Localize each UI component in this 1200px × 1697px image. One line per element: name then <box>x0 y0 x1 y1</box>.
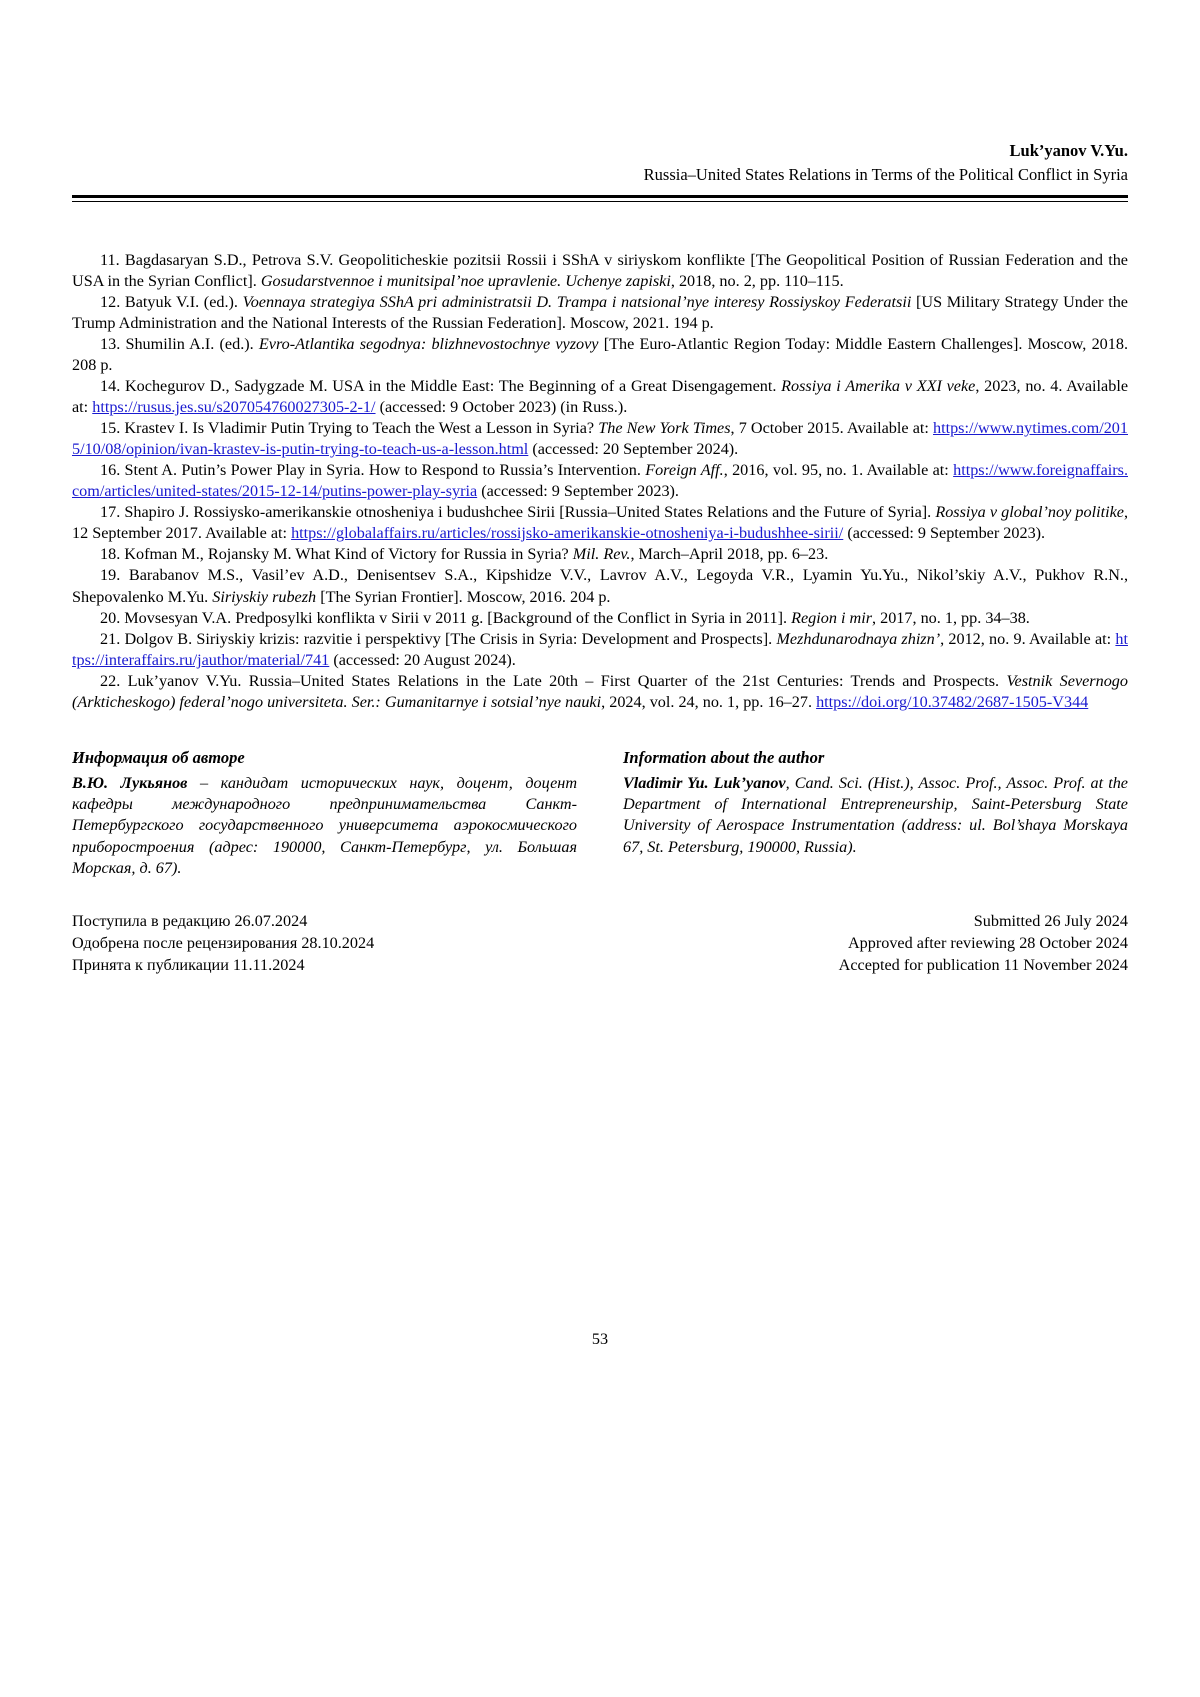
reference-text: , 2017, no. 1, pp. 34–38. <box>872 608 1030 627</box>
reference-text: , 2018, no. 2, pp. 110–115. <box>670 271 844 290</box>
header-author: Luk’yanov V.Yu. <box>1009 141 1128 160</box>
reference-source-title: Region i mir <box>791 608 873 627</box>
reference-text: [The Syrian Frontier]. Moscow, 2016. 204 p. <box>316 587 611 606</box>
author-info-ru-text: – кандидат исторических наук, доцент, доцент кафедры международного предпринимательства Санкт-Петербургского государственного университета аэрокосмического приборостроения (адрес: 190000, Санкт-Петербург, ул. Большая Морская, д. 67). <box>72 773 578 878</box>
page-content <box>72 140 1128 977</box>
reference-text: 15. Krastev I. Is Vladimir Putin Trying to Teach the West a Lesson in Syria? <box>100 419 599 438</box>
reference-item <box>72 671 1128 713</box>
reference-text: , March–April 2018, pp. 6–23. <box>630 545 829 564</box>
reference-source-title: Siriyskiy rubezh <box>212 587 317 606</box>
reference-source-title: Mil. Rev. <box>572 545 631 564</box>
date-line: Accepted for publication 11 November 2024 <box>838 956 1128 975</box>
author-info-ru-name: В.Ю. Лукьянов <box>72 773 188 792</box>
reference-source-title: Foreign Aff. <box>645 461 724 480</box>
reference-source-title: Evro-Atlantika segodnya: blizhnevostochnye vyzovy <box>258 334 599 353</box>
running-header <box>72 140 1128 187</box>
page-number: 53 <box>591 1330 609 1348</box>
reference-text: , 2024, vol. 24, no. 1, pp. 16–27. <box>601 692 817 711</box>
reference-text: , 2012, no. 9. Available at: <box>940 629 1116 648</box>
reference-text: 20. Movsesyan V.A. Predposylki konflikta v Sirii v 2011 g. [Background of the Conflict in Syria in 2011]. <box>100 608 792 627</box>
author-info-ru-heading: Информация об авторе <box>72 747 245 767</box>
date-line: Submitted 26 July 2024 <box>973 911 1128 930</box>
reference-item <box>72 292 1128 334</box>
author-info-en-text: , Cand. Sci. (Hist.), Assoc. Prof., Assoc. Prof. at the Department of International Entrepreneurship, Saint-Petersburg State University of Aerospace Instrumentation (address: ul. Bol’shaya Morskaya 67, St. Petersburg, 190000, Russia). <box>623 773 1128 856</box>
reference-text: 13. Shumilin A.I. (ed.). <box>100 334 259 353</box>
reference-text: 14. Kochegurov D., Sadygzade M. USA in the Middle East: The Beginning of a Great Disengagement. <box>100 376 782 395</box>
reference-item <box>72 418 1128 460</box>
reference-source-title: Gosudarstvennoe i munitsipal’noe upravlenie. Uchenye zapiski <box>260 271 671 290</box>
reference-source-title: Rossiya i Amerika v XXI veke <box>781 376 976 395</box>
submission-dates-ru <box>72 910 600 977</box>
reference-link[interactable]: https://doi.org/10.37482/2687-1505-V344 <box>816 692 1089 711</box>
date-line: Принята к публикации 11.11.2024 <box>72 956 305 975</box>
reference-text: [US Military Strategy Under the Trump Administration and the National Interests of the Russian Federation]. Moscow, 2021. 194 p. <box>72 292 1128 332</box>
reference-source-title: Vestnik Severnogo (Arkticheskogo) federal’nogo universiteta. Ser.: Gumanitarnye i sotsial’nye nauki <box>72 671 1128 711</box>
reference-text: (accessed: 20 August 2024). <box>329 650 516 669</box>
reference-text: 18. Kofman M., Rojansky M. What Kind of Victory for Russia in Syria? <box>100 545 573 564</box>
reference-link[interactable]: https://www.foreignaffairs.com/articles/united-states/2015-12-14/putins-power-play-syria <box>72 461 1128 501</box>
reference-text: (accessed: 9 September 2023). <box>477 482 679 501</box>
reference-link[interactable]: https://www.nytimes.com/2015/10/08/opinion/ivan-krastev-is-putin-trying-to-teach-us-a-lesson.html <box>72 419 1128 459</box>
reference-source-title: Mezhdunarodnaya zhizn’ <box>776 629 941 648</box>
reference-link[interactable]: https://globalaffairs.ru/articles/rossijsko-amerikanskie-otnosheniya-i-budushhee-sirii/ <box>291 524 844 543</box>
reference-text: (accessed: 9 September 2023). <box>843 524 1046 543</box>
header-title: Russia–United States Relations in Terms of the Political Conflict in Syria <box>643 165 1128 185</box>
reference-text: 16. Stent A. Putin’s Power Play in Syria. How to Respond to Russia’s Intervention. <box>100 461 646 480</box>
reference-source-title: Rossiya v global’noy politike <box>935 503 1124 522</box>
submission-dates-en <box>600 910 1128 977</box>
date-line: Одобрена после рецензирования 28.10.2024 <box>72 933 375 952</box>
reference-source-title: Voennaya strategiya SShA pri administratsii D. Trampa i natsional’nye interesy Rossiyskoy Federatsii <box>242 292 912 311</box>
reference-text: 17. Shapiro J. Rossiysko-amerikanskie otnosheniya i budushchee Sirii [Russia–United States Relations and the Future of Syria]. <box>100 503 936 522</box>
reference-link[interactable]: https://rusus.jes.su/s207054760027305-2-1/ <box>92 397 376 416</box>
reference-link[interactable]: https://interaffairs.ru/jauthor/material/741 <box>72 629 1128 669</box>
author-info-english <box>623 747 1128 880</box>
reference-text: 11. Bagdasaryan S.D., Petrova S.V. Geopoliticheskie pozitsii Rossii i SShA v siriyskom konflikte [The Geopolitical Position of Russian Federation and the USA in the Syrian Conflict]. <box>72 250 1128 290</box>
reference-text: (accessed: 20 September 2024). <box>528 440 739 459</box>
reference-item <box>72 502 1128 544</box>
reference-item <box>72 629 1128 671</box>
reference-list <box>72 250 1128 713</box>
author-info-en-body <box>623 773 1128 859</box>
reference-item <box>72 544 1128 565</box>
author-info-ru-body <box>72 773 577 880</box>
reference-text: 19. Barabanov M.S., Vasil’ev A.D., Denisentsev S.A., Kipshidze V.V., Lavrov A.V., Legoyda V.R., Lyamin Yu.Yu., Nikol’skiy A.V., Pukhov R.N., Shepovalenko M.Yu. <box>72 566 1128 606</box>
reference-item <box>72 376 1128 418</box>
header-divider <box>72 195 1128 202</box>
reference-text: , 7 October 2015. Available at: <box>730 419 933 438</box>
reference-item <box>72 608 1128 629</box>
reference-text: , 2023, no. 4. Available at: <box>72 376 1129 416</box>
author-info-en-heading: Information about the author <box>623 747 825 767</box>
reference-text: 12. Batyuk V.I. (ed.). <box>100 292 243 311</box>
reference-text: (accessed: 9 October 2023) (in Russ.). <box>375 397 628 416</box>
reference-item <box>72 460 1128 502</box>
reference-source-title: The New York Times <box>598 419 731 438</box>
reference-item <box>72 565 1128 607</box>
reference-text: , 2016, vol. 95, no. 1. Available at: <box>723 461 954 480</box>
author-info-en-name: Vladimir Yu. Luk’yanov <box>623 773 786 792</box>
reference-text: , 12 September 2017. Available at: <box>72 503 1128 543</box>
submission-dates <box>72 910 1128 977</box>
date-line: Approved after reviewing 28 October 2024 <box>847 933 1128 952</box>
date-line: Поступила в редакцию 26.07.2024 <box>72 911 308 930</box>
author-info-russian <box>72 747 577 880</box>
author-information-section <box>72 747 1128 880</box>
reference-text: 21. Dolgov B. Siriyskiy krizis: razvitie i perspektivy [The Crisis in Syria: Development and Prospects]. <box>100 629 777 648</box>
reference-item <box>72 334 1128 376</box>
reference-text: [The Euro-Atlantic Region Today: Middle Eastern Challenges]. Moscow, 2018. 208 p. <box>72 334 1128 374</box>
reference-text: 22. Luk’yanov V.Yu. Russia–United States Relations in the Late 20th – First Quarter of the 21st Centuries: Trends and Prospects. <box>100 671 1007 690</box>
reference-item <box>72 250 1128 292</box>
